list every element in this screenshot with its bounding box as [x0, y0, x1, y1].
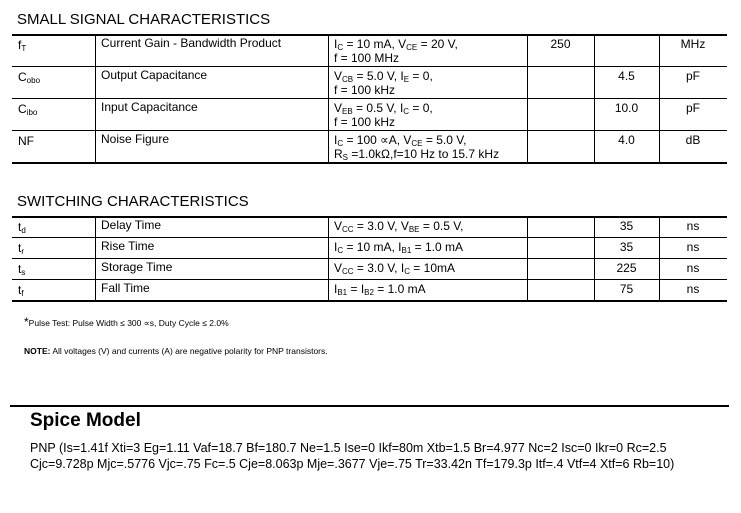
switching-title: SWITCHING CHARACTERISTICS [17, 193, 249, 210]
sw-max: 35 [619, 219, 634, 233]
ss-condition: $I_C = 100 \propto A$, $V_{CE} = 5.0$ V, [334, 133, 467, 148]
sw-max: 225 [616, 261, 637, 275]
ss-condition-line2: f = 100 MHz [334, 51, 400, 65]
sw-unit: ns [686, 219, 700, 233]
polarity-note [24, 346, 328, 356]
ss-min: 250 [550, 37, 571, 51]
spice-rule [10, 405, 729, 407]
sw-parameter: Fall Time [101, 281, 150, 295]
ss-parameter: Output Capacitance [101, 68, 208, 82]
sw-condition: $V_{CC} = 3.0$ V, $V_{BE} = 0.5$ V, [334, 219, 464, 234]
sw-condition: $I_C = 10$ mA, $I_{B1} = 1.0$ mA [334, 240, 463, 255]
sw-bottom-rule [12, 300, 727, 302]
ss-unit: pF [685, 69, 700, 83]
ss-column-divider [95, 34, 96, 162]
ss-symbol: NF [18, 134, 34, 148]
ss-condition-line2: f = 100 kHz [334, 115, 396, 129]
ss-condition-line2: f = 100 kHz [334, 83, 396, 97]
sw-row-divider [12, 279, 727, 280]
ss-unit: pF [685, 101, 700, 115]
ss-parameter: Input Capacitance [101, 100, 198, 114]
sw-column-divider [527, 216, 528, 300]
ss-row-divider [12, 98, 727, 99]
ss-row-divider [12, 66, 727, 67]
ss-unit: MHz [680, 37, 706, 51]
sw-parameter: Storage Time [101, 260, 173, 274]
sw-symbol: $t_d$ [18, 220, 26, 235]
pulse-footnote [24, 313, 229, 331]
sw-symbol: $t_r$ [18, 241, 25, 256]
ss-max: 4.0 [618, 133, 635, 147]
ss-max: 4.5 [618, 69, 635, 83]
spice-title: Spice Model [30, 410, 141, 431]
ss-condition: $V_{CB} = 5.0$ V, $I_E = 0$, [334, 69, 433, 84]
ss-column-divider [659, 34, 660, 162]
sw-column-divider [594, 216, 595, 300]
sw-condition: $I_{B1} = I_{B2} = 1.0$ mA [334, 282, 426, 297]
sw-max: 75 [619, 282, 634, 296]
sw-condition: $V_{CC} = 3.0$ V, $I_C = 10mA$ [334, 261, 455, 276]
ss-column-divider [328, 34, 329, 162]
spice-model-text: PNP (Is=1.41f Xti=3 Eg=1.11 Vaf=18.7 Bf=180.7 Ne=1.5 Ise=0 Ikf=80m Xtb=1.5 Br=4.977 Nc=2 Isc=0 Ikr=0 Rc=2.5 Cjc=9.728p Mjc=.5776 Vjc=.75 Fc=.5 Cje=8.063p Mje=.3677 Vje=.75 Tr=33.42n Tf=179.3p Itf=.4 Vtf=4 Xtf=6 Rb=10) [30, 441, 675, 471]
ss-symbol: $C_{ibo}$ [18, 102, 38, 117]
ss-condition: $V_{EB} = 0.5$ V, $I_C = 0$, [334, 101, 433, 116]
sw-parameter: Rise Time [101, 239, 155, 253]
sw-symbol: $t_s$ [18, 262, 26, 277]
ss-parameter: Noise Figure [101, 132, 170, 146]
ss-column-divider [527, 34, 528, 162]
sw-unit: ns [686, 261, 700, 275]
ss-bottom-rule [12, 162, 727, 164]
sw-unit: ns [686, 282, 700, 296]
ss-unit: dB [685, 133, 701, 147]
ss-max: 10.0 [614, 101, 639, 115]
footnote-star: * [24, 315, 29, 329]
sw-symbol: $t_f$ [18, 283, 24, 298]
note-text: All voltages (V) and currents (A) are negative polarity for PNP transistors. [50, 346, 328, 356]
sw-unit: ns [686, 240, 700, 254]
ss-condition-line2: $R_S =1.0k\Omega,f=10$ Hz to 15.7 kHz [334, 147, 500, 162]
ss-symbol: $f_T$ [18, 38, 27, 53]
ss-row-divider [12, 130, 727, 131]
sw-row-divider [12, 237, 727, 238]
sw-column-divider [659, 216, 660, 300]
sw-row-divider [12, 258, 727, 259]
note-label: NOTE: [24, 346, 51, 356]
ss-parameter: Current Gain - Bandwidth Product [101, 36, 282, 50]
sw-column-divider [95, 216, 96, 300]
ss-condition: $I_C = 10$ mA, $V_{CE} = 20$ V, [334, 37, 458, 52]
small-signal-title: SMALL SIGNAL CHARACTERISTICS [17, 11, 271, 28]
sw-column-divider [328, 216, 329, 300]
ss-symbol: $C_{obo}$ [18, 70, 41, 85]
ss-column-divider [594, 34, 595, 162]
sw-max: 35 [619, 240, 634, 254]
pulse-note: Pulse Test: Pulse Width ≤ 300 ∝s, Duty Cycle ≤ 2.0% [28, 318, 229, 328]
sw-parameter: Delay Time [101, 218, 162, 232]
